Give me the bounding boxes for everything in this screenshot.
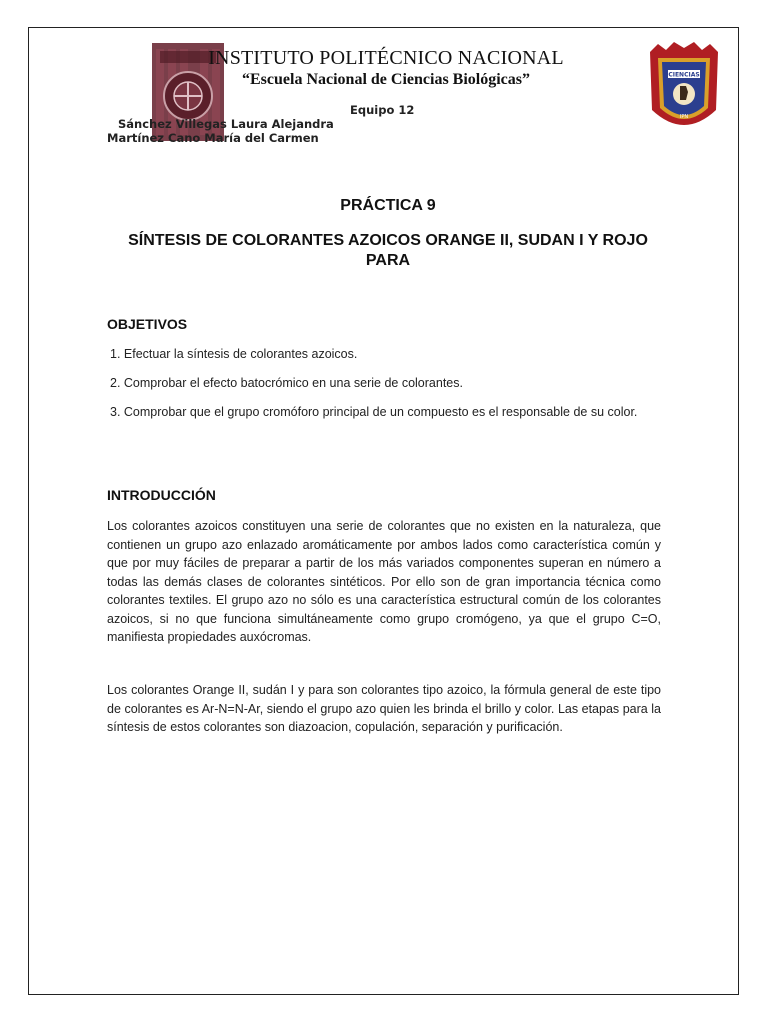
document-page <box>28 27 739 995</box>
intro-paragraph: Los colorantes Orange II, sudán I y para son colorantes tipo azoico, la fórmula general de este tipo de colorantes es Ar-N=N-Ar, siendo el grupo azo quien les brinda el brillo y color. Las etapas para la síntesis de estos colorantes son diazoacion, copulación, separación y purificación. <box>107 683 661 734</box>
school-name: “Escuela Nacional de Ciencias Biológicas” <box>242 71 530 88</box>
crest-ipn: IPN <box>679 114 689 120</box>
objectives-heading: OBJETIVOS <box>107 316 188 332</box>
intro-paragraph: Los colorantes azoicos constituyen una serie de colorantes que no existen en la naturaleza, que contienen un grupo azo enlazado aromáticamente por ambos lados como característica común y que por muy fáciles de preparar a partir de los más variados componentes superan en número a todas las demás clases de colorantes sintéticos. Por ello son de gran importancia técnica como colorantes textiles. El grupo azo no sólo es una característica estructural común de los colorantes azoicos, si no que funciona simultáneamente como grupo cromógeno, ya que el grupo C=O, manifiesta propiedades auxócromas. <box>107 519 661 644</box>
team-label: Equipo 12 <box>350 103 415 117</box>
practice-heading: PRÁCTICA 9 <box>340 197 436 214</box>
objective-item: 3. Comprobar que el grupo cromóforo principal de un compuesto es el responsable de su color. <box>110 405 638 419</box>
objective-item: 2. Comprobar el efecto batocrómico en una serie de colorantes. <box>110 376 463 390</box>
introduction-heading: INTRODUCCIÓN <box>107 487 216 503</box>
student-name: Martínez Cano María del Carmen <box>107 131 319 145</box>
crest-text: CIENCIAS <box>668 71 700 79</box>
student-name: Sánchez Villegas Laura Alejandra <box>118 117 334 131</box>
document-title: SÍNTESIS DE COLORANTES AZOICOS ORANGE II, SUDAN I Y ROJO PARA <box>128 232 648 269</box>
encb-crest-icon <box>646 40 722 140</box>
objective-item: 1. Efectuar la síntesis de colorantes azoicos. <box>110 347 358 361</box>
institution-title: INSTITUTO POLITÉCNICO NACIONAL <box>208 47 564 69</box>
